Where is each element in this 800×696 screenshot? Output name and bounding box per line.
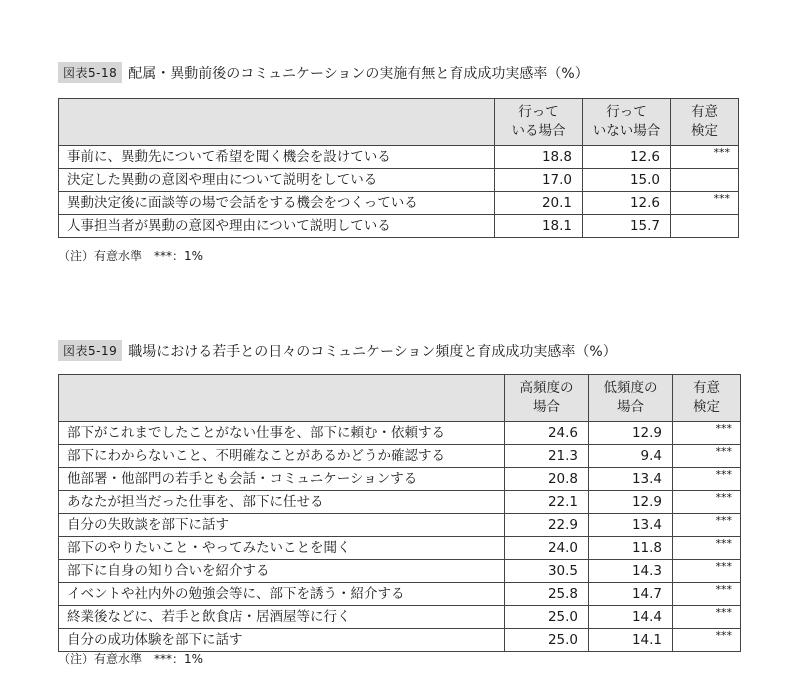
table1-header-b: 行って いない場合 bbox=[583, 99, 671, 146]
significance: *** bbox=[671, 192, 739, 215]
value-b: 13.4 bbox=[589, 514, 673, 537]
table2-badge: 図表5-19 bbox=[58, 340, 122, 361]
table2-note: （注）有意水準 ***：1% bbox=[58, 652, 204, 666]
value-a: 25.0 bbox=[505, 629, 589, 652]
value-b: 11.8 bbox=[589, 537, 673, 560]
table1-note: （注）有意水準 ***：1% bbox=[58, 249, 204, 263]
table2-title: 職場における若手との日々のコミュニケーション頻度と育成成功実感率（%） bbox=[128, 343, 617, 360]
table2-header-b: 低頻度の 場合 bbox=[589, 375, 673, 422]
row-label: 部下のやりたいこと・やってみたいことを聞く bbox=[59, 537, 505, 560]
table2-header-a: 高頻度の 場合 bbox=[505, 375, 589, 422]
table-row bbox=[59, 491, 741, 514]
value-b: 14.4 bbox=[589, 606, 673, 629]
table-row bbox=[59, 468, 741, 491]
table1-body bbox=[59, 146, 739, 238]
value-b: 15.0 bbox=[583, 169, 671, 192]
value-b: 9.4 bbox=[589, 445, 673, 468]
row-label: 決定した異動の意図や理由について説明をしている bbox=[59, 169, 495, 192]
significance: *** bbox=[673, 560, 741, 583]
value-a: 25.0 bbox=[505, 606, 589, 629]
table-row bbox=[59, 192, 739, 215]
table2-header-row bbox=[59, 375, 741, 422]
table-row bbox=[59, 560, 741, 583]
significance: *** bbox=[673, 468, 741, 491]
row-label: 部下がこれまでしたことがない仕事を、部下に頼む・依頼する bbox=[59, 422, 505, 445]
row-label: 自分の失敗談を部下に話す bbox=[59, 514, 505, 537]
row-label: 自分の成功体験を部下に話す bbox=[59, 629, 505, 652]
table-row bbox=[59, 169, 739, 192]
value-a: 22.1 bbox=[505, 491, 589, 514]
significance: *** bbox=[673, 491, 741, 514]
table-row bbox=[59, 583, 741, 606]
table1 bbox=[58, 98, 739, 238]
row-label: あなたが担当だった仕事を、部下に任せる bbox=[59, 491, 505, 514]
value-b: 14.3 bbox=[589, 560, 673, 583]
table2-header-sig: 有意 検定 bbox=[673, 375, 741, 422]
value-a: 25.8 bbox=[505, 583, 589, 606]
value-a: 22.9 bbox=[505, 514, 589, 537]
significance: *** bbox=[673, 606, 741, 629]
significance: *** bbox=[671, 146, 739, 169]
table1-header-blank bbox=[59, 99, 495, 146]
row-label: 終業後などに、若手と飲食店・居酒屋等に行く bbox=[59, 606, 505, 629]
table1-title: 配属・異動前後のコミュニケーションの実施有無と育成成功実感率（%） bbox=[128, 65, 589, 82]
value-a: 24.0 bbox=[505, 537, 589, 560]
value-b: 13.4 bbox=[589, 468, 673, 491]
row-label: 部下にわからないこと、不明確なことがあるかどうか確認する bbox=[59, 445, 505, 468]
row-label: 異動決定後に面談等の場で会話をする機会をつくっている bbox=[59, 192, 495, 215]
value-b: 14.1 bbox=[589, 629, 673, 652]
significance: *** bbox=[673, 445, 741, 468]
value-a: 30.5 bbox=[505, 560, 589, 583]
significance bbox=[671, 215, 739, 238]
table-row bbox=[59, 146, 739, 169]
value-b: 12.9 bbox=[589, 422, 673, 445]
row-label: イベントや社内外の勉強会等に、部下を誘う・紹介する bbox=[59, 583, 505, 606]
table-row bbox=[59, 215, 739, 238]
significance: *** bbox=[673, 422, 741, 445]
table-row bbox=[59, 445, 741, 468]
value-a: 17.0 bbox=[495, 169, 583, 192]
value-b: 12.6 bbox=[583, 192, 671, 215]
table1-header-sig: 有意 検定 bbox=[671, 99, 739, 146]
row-label: 事前に、異動先について希望を聞く機会を設けている bbox=[59, 146, 495, 169]
significance: *** bbox=[673, 583, 741, 606]
table1-header-row bbox=[59, 99, 739, 146]
value-a: 18.1 bbox=[495, 215, 583, 238]
table1-badge: 図表5-18 bbox=[58, 62, 122, 83]
table-row bbox=[59, 514, 741, 537]
table1-header-a: 行って いる場合 bbox=[495, 99, 583, 146]
value-b: 14.7 bbox=[589, 583, 673, 606]
table1-caption bbox=[58, 62, 589, 83]
row-label: 部下に自身の知り合いを紹介する bbox=[59, 560, 505, 583]
table2-caption bbox=[58, 340, 617, 361]
significance: *** bbox=[673, 537, 741, 560]
significance bbox=[671, 169, 739, 192]
value-b: 12.9 bbox=[589, 491, 673, 514]
significance: *** bbox=[673, 514, 741, 537]
value-a: 21.3 bbox=[505, 445, 589, 468]
table2 bbox=[58, 374, 741, 652]
table-row bbox=[59, 537, 741, 560]
row-label: 他部署・他部門の若手とも会話・コミュニケーションする bbox=[59, 468, 505, 491]
table2-body bbox=[59, 422, 741, 652]
table-row bbox=[59, 629, 741, 652]
value-a: 18.8 bbox=[495, 146, 583, 169]
value-a: 20.1 bbox=[495, 192, 583, 215]
value-a: 20.8 bbox=[505, 468, 589, 491]
row-label: 人事担当者が異動の意図や理由について説明している bbox=[59, 215, 495, 238]
table-row bbox=[59, 606, 741, 629]
table2-header-blank bbox=[59, 375, 505, 422]
value-b: 15.7 bbox=[583, 215, 671, 238]
significance: *** bbox=[673, 629, 741, 652]
value-b: 12.6 bbox=[583, 146, 671, 169]
table-row bbox=[59, 422, 741, 445]
value-a: 24.6 bbox=[505, 422, 589, 445]
